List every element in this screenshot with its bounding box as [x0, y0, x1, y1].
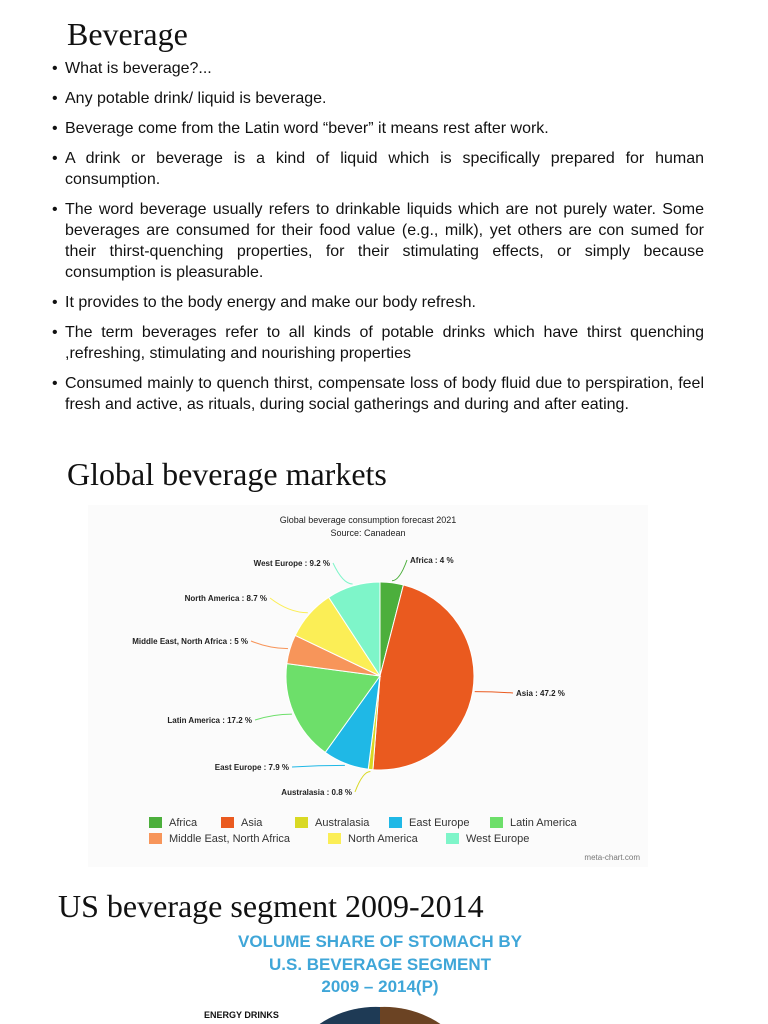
pie-data-label: Australasia : 0.8 %	[281, 788, 352, 797]
legend-swatch	[221, 817, 234, 828]
list-item: • A drink or beverage is a kind of liquid which is specifically prepared for human consumption.	[52, 148, 704, 190]
us-pie-slice	[291, 1007, 380, 1024]
global-markets-heading: Global beverage markets	[67, 456, 387, 492]
beverage-heading: Beverage	[67, 16, 188, 52]
legend-label: Africa	[169, 817, 198, 829]
pie-leader-line	[475, 692, 513, 693]
legend-swatch	[149, 833, 162, 844]
us-chart-title-line: 2009 – 2014(P)	[321, 977, 439, 996]
us-segment-heading: US beverage segment 2009-2014	[58, 888, 484, 924]
legend-swatch	[446, 833, 459, 844]
legend-swatch	[490, 817, 503, 828]
list-item: • What is beverage?...	[52, 58, 704, 79]
pie-leader-line	[255, 714, 292, 720]
legend-label: Middle East, North Africa	[169, 833, 291, 845]
list-item: • The word beverage usually refers to drinkable liquids which are not purely water. Some beverages are consumed for their food value (e.g., milk), yet others are con sumed for their thirst-quenching properties, for their stimulating effects, or simply because consumption is pleasurable.	[52, 199, 704, 283]
list-item: • It provides to the body energy and make our body refresh.	[52, 292, 704, 313]
chart-title: Global beverage consumption forecast 2021	[279, 515, 457, 525]
pie-data-label: Middle East, North Africa : 5 %	[132, 637, 248, 646]
bullet-list	[52, 58, 704, 424]
us-chart-slice-label: ENERGY DRINKS	[204, 1010, 279, 1020]
us-segment-svg	[190, 928, 570, 1024]
legend-label: Australasia	[315, 817, 370, 829]
legend-swatch	[328, 833, 341, 844]
global-pie-svg	[88, 505, 648, 867]
legend-swatch	[149, 817, 162, 828]
legend-label: Asia	[241, 817, 263, 829]
global-pie-chart	[88, 505, 648, 867]
chart-watermark: meta-chart.com	[584, 853, 640, 862]
us-chart-title-line: U.S. BEVERAGE SEGMENT	[269, 955, 491, 974]
pie-data-label: North America : 8.7 %	[184, 594, 267, 603]
us-chart-title-line: VOLUME SHARE OF STOMACH BY	[238, 932, 522, 951]
list-item: • Beverage come from the Latin word “bever” it means rest after work.	[52, 118, 704, 139]
list-item: • Consumed mainly to quench thirst, compensate loss of body fluid due to perspiration, feel fresh and active, as rituals, during social gatherings and during and after eating.	[52, 373, 704, 415]
pie-data-label: West Europe : 9.2 %	[253, 559, 330, 568]
list-item: • Any potable drink/ liquid is beverage.	[52, 88, 704, 109]
us-segment-chart	[190, 928, 570, 1024]
pie-leader-line	[355, 772, 370, 793]
legend-swatch	[295, 817, 308, 828]
legend-label: Latin America	[510, 817, 577, 829]
legend-label: East Europe	[409, 817, 470, 829]
pie-leader-line	[251, 641, 288, 649]
pie-leader-line	[270, 598, 308, 613]
pie-data-label: East Europe : 7.9 %	[214, 763, 289, 772]
pie-leader-line	[392, 560, 407, 581]
pie-leader-line	[333, 563, 353, 584]
list-item: • The term beverages refer to all kinds of potable drinks which have thirst quenching ,refreshing, stimulating and nourishing properties	[52, 322, 704, 364]
pie-leader-line	[292, 765, 345, 767]
legend-swatch	[389, 817, 402, 828]
pie-data-label: Latin America : 17.2 %	[167, 716, 252, 725]
chart-subtitle: Source: Canadean	[330, 528, 406, 538]
us-pie-slice	[380, 1007, 469, 1024]
legend-label: West Europe	[466, 833, 530, 845]
pie-data-label: Asia : 47.2 %	[516, 689, 565, 698]
pie-data-label: Africa : 4 %	[410, 556, 454, 565]
legend-label: North America	[348, 833, 418, 845]
